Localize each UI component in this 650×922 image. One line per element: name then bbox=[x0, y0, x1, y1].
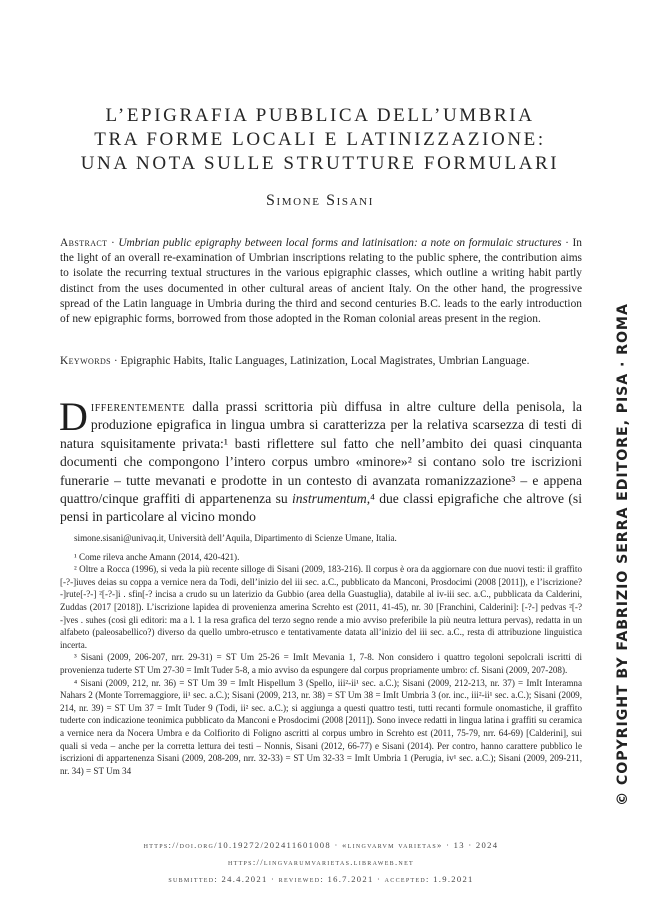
footer-doi-line: https://doi.org/10.19272/202411601008 · «lingvarvm varietas» · 13 · 2024 bbox=[143, 840, 499, 850]
footnotes-block bbox=[60, 532, 582, 777]
footer-dates-line: submitted: 24.4.2021 · reviewed: 16.7.2021 · accepted: 1.9.2021 bbox=[168, 874, 474, 884]
abstract-separator-1: · bbox=[107, 237, 119, 249]
keywords-text: Epigraphic Habits, Italic Languages, Latinization, Local Magistrates, Umbrian Language. bbox=[120, 355, 530, 367]
title-line-2: TRA FORME LOCALI E LATINIZZAZIONE: bbox=[94, 129, 546, 150]
body-lead-caps: ifferentemente bbox=[90, 399, 186, 414]
title-line-1: L’EPIGRAFIA PUBBLICA DELL’UMBRIA bbox=[105, 105, 535, 126]
title-line-3: UNA NOTA SULLE STRUTTURE FORMULARI bbox=[80, 153, 560, 174]
abstract-label: Abstract bbox=[60, 237, 108, 249]
copyright-text: © COPYRIGHT BY FABRIZIO SERRA EDITORE, PISA · ROMA bbox=[615, 303, 631, 806]
abstract-block bbox=[60, 236, 582, 327]
drop-cap: D bbox=[59, 394, 88, 439]
keywords-separator: · bbox=[110, 355, 121, 367]
footnote-4: ⁴ Sisani (2009, 212, nr. 36) = ST Um 39 = ImIt Hispellum 3 (Spello, iii²-ii¹ sec. a.C.); Sisani (2009, 212-213, nr. 37) = ImIt Interamna Nahars 2 (Monte Torremaggiore, ii¹ sec. a.C.); Sisani (2009, 213, nr. 38) = ST Um 38 = ImIt Umbria 3 (or. inc., iii²-ii¹ sec. a.C.); Sisani (2009, 214, nr. 39) = ST Um 37 = ImIt Tuder 9 (Todi, ii² sec. a.C.); si aggiunga a questi quattro testi, tutti recanti formule onomastiche, il graffito tuderte con indicazione teonimica pubblicato da Manconi e Prosdocimi (2008 [2011]). Sono invece redatti in lingua latina i graffiti su ceramica a vernice nera da Nocera Umbra e da Colfiorito di Foligno ascritti al corpus umbro in Screhto est (2011, 75-79, nrr. 64-69) [Calderini], sui quali si veda – anche per la corretta lettura dei testi – Nonnis, Sisani (2012, 66-77) e Sisani (2014). Per contro, hanno carattere pubblico le iscrizioni di appartenenza Sisani (2009, 208-209, nrr. 32-33) = ST Um 32-33 = ImIt Umbria 1 (Perugia, iv¹ sec. a.C.); Sisani (2009, 209-211, nr. 34) = ST Um 34 bbox=[60, 677, 582, 776]
abstract-text: In the light of an overall re-examination of Umbrian inscriptions relating to the public sphere, the contribution aims to isolate the recurring textual structures in the various epigraphic classes, which outline a writing habit partly distinct from the uses documented in other cultural areas of ancient Italy. On the other hand, the progressive spread of the Latin language in Umbria during the third and second centuries B.C. leads to the early introduction of new epigraphic forms, borrowed from those adopted in the Roman colonial areas present in the region. bbox=[60, 237, 582, 326]
keywords-block bbox=[60, 354, 582, 369]
body-text-1: dalla prassi scrittoria più diffusa in altre culture della penisola, la produzione epigrafica in lingua umbra si caratterizza per la relativa scarsezza di testi di natura squisitamente privata:¹ basti riflettere sul fatto che nell’ambito dei quasi cinquanta documenti che compongono l’intero corpus umbro «minore»² si contano solo tre iscrizioni funerarie – tutte mevanati e prodotte in un contesto di avanzata romanizzazione³ – e appena quattro/cinque graffiti di appartenenza su bbox=[60, 399, 582, 507]
keywords-label: Keywords bbox=[60, 355, 111, 367]
footer-website-line: https://lingvarumvarietas.libraweb.net bbox=[227, 857, 414, 867]
abstract-separator-2: · bbox=[561, 237, 573, 249]
body-text-2: ,⁴ due classi epigrafiche che altrove (si pensi in particolare al vicino mondo bbox=[60, 491, 582, 525]
author-affiliation: simone.sisani@univaq.it, Università dell’Aquila, Dipartimento di Scienze Umane, Italia. bbox=[74, 533, 397, 543]
footnote-1: ¹ Come rileva anche Amann (2014, 420-421). bbox=[74, 551, 240, 562]
abstract-english-title: Umbrian public epigraphy between local forms and latinisation: a note on formulaic structures bbox=[118, 237, 562, 249]
article-title bbox=[60, 104, 580, 176]
body-italic-word: instrumentum bbox=[291, 491, 367, 507]
copyright-notice bbox=[593, 216, 631, 806]
footnote-2: ² Oltre a Rocca (1996), si veda la più recente silloge di Sisani (2009, 183-216). Il corpus è ora da aggiornare con due nuovi testi: il graffito [-?-]iuves deias su coppa a vernice nera da Todi, dell’inizio del iii sec. a.C., pubblicato da Manconi, Prosdocimi (2008 [2011]), e l’iscrizione?-]rute[-?-] ²[-?-]i . sfin[-? incisa a crudo su un laterizio da Gubbio (area della Guastuglia), databile al iv-iii sec. a.C., pubblicata da Calderini, Zuddas (2017 [2018]). L’iscrizione lapidea di provenienza amerina Screhto est (2011, 41-45), nr. 30 [Franchini, Calderini]: [-?-] pedvas ²[-?-]ves . suhes (così gli editori: ma a l. 1 la resa grafica del terzo segno rende a mio avviso preferibile la più neutra lettura pervas), redatta in un alfabeto (paleosabellico?) diverso da quello umbro-etrusco e tentativamente datata all’inizio del iii sec. a.C., resta di attribuzione linguistica incerta. bbox=[60, 564, 582, 650]
footnote-3: ³ Sisani (2009, 206-207, nrr. 29-31) = ST Um 25-26 = ImIt Mevania 1, 7-8. Non considero i quattro tegoloni sepolcrali iscritti di provenienza tuderte ST Um 27-30 = ImIt Tuder 5-8, a mio avviso da espungere dal corpus propriamente umbro: cf. Sisani (2009, 207-208). bbox=[60, 652, 582, 675]
body-paragraph bbox=[59, 394, 582, 527]
author-name: Simone Sisani bbox=[266, 192, 374, 209]
